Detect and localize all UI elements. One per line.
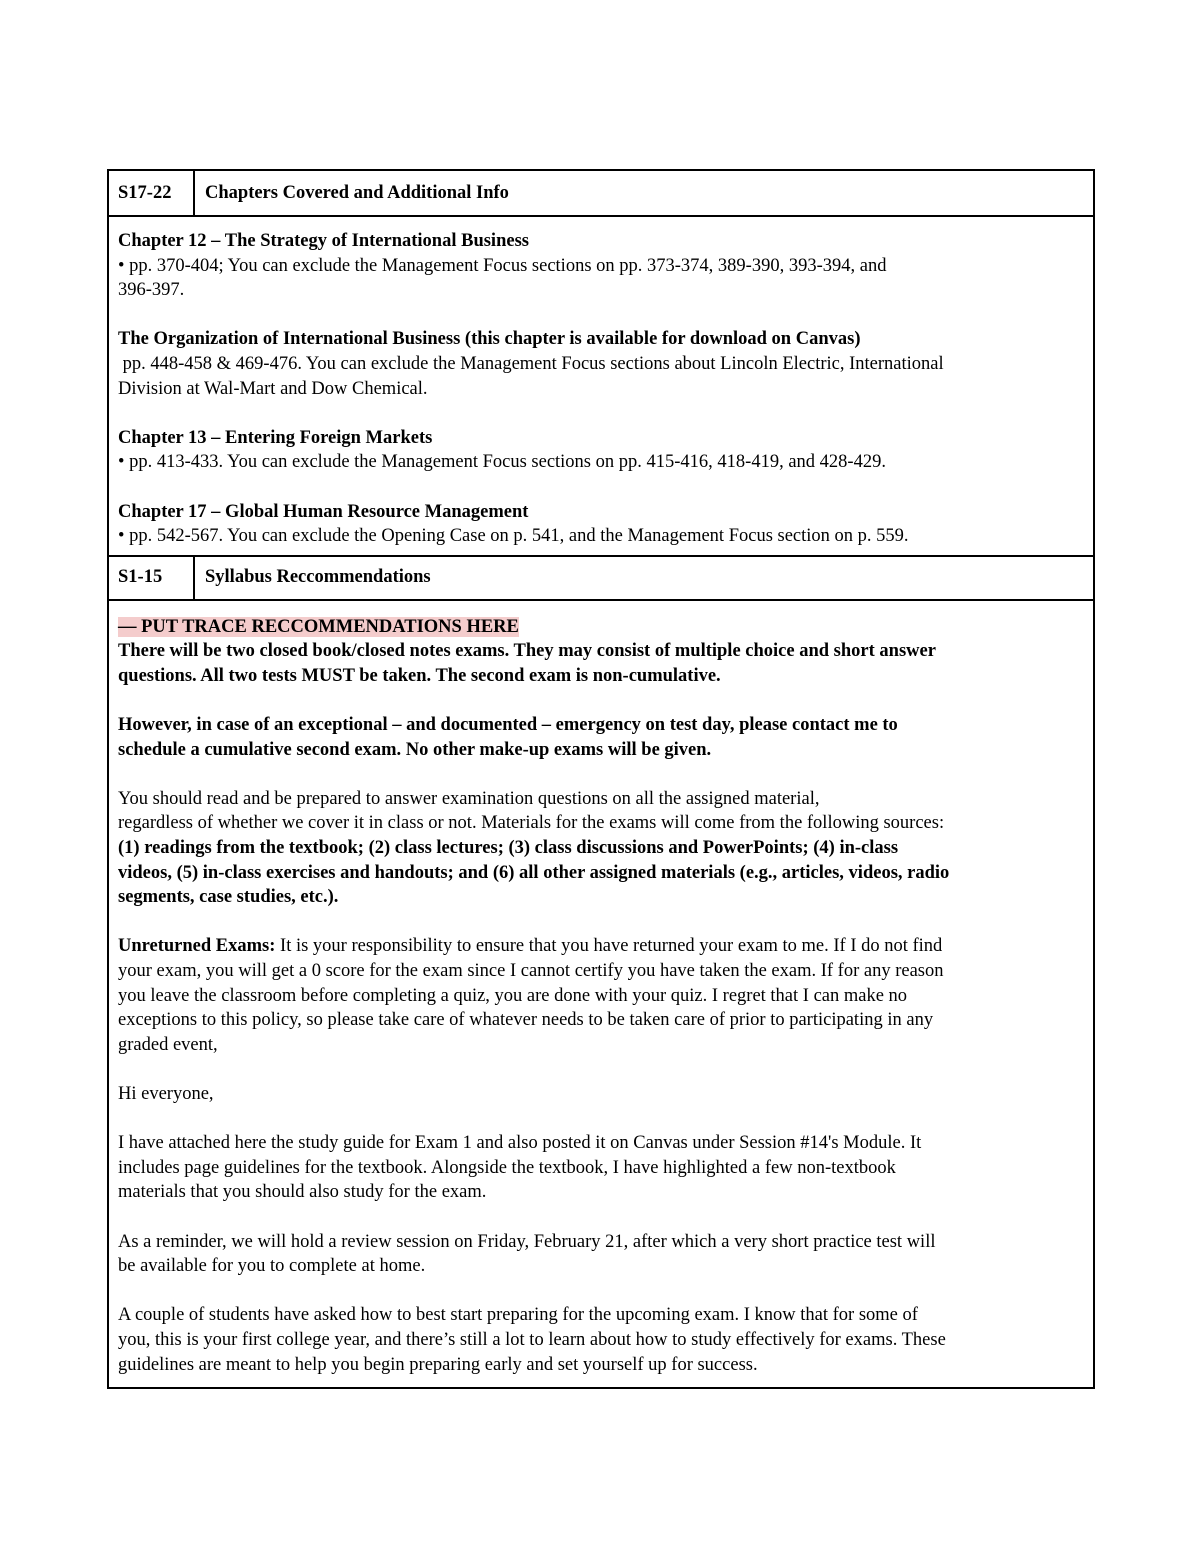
makeup-policy-text: However, in case of an exceptional – and documented – emergency on test day, please contact me to [118,715,898,736]
chapters-cell [109,217,1093,555]
sources-list: segments, case studies, etc.). [118,887,339,908]
section-title: Chapters Covered and Additional Info [205,182,509,203]
chapter-heading: The Organization of International Business (this chapter is available for download on Canvas) [118,329,861,350]
chapter-detail: pp. 448-458 & 469-476. You can exclude the Management Focus sections about Lincoln Electric, International [118,353,944,374]
unreturned-exams-text: graded event, [118,1034,218,1055]
chapter-heading: Chapter 12 – The Strategy of International Business [118,231,529,251]
study-guide-text: I have attached here the study guide for Exam 1 and also posted it on Canvas under Session #14's Module. It [118,1133,922,1154]
chapter-detail: • pp. 542-567. You can exclude the Opening Case on p. 541, and the Management Focus section on p. 559. [118,526,909,547]
reading-text: You should read and be prepared to answer examination questions on all the assigned material, [118,788,820,809]
makeup-policy-text: schedule a cumulative second exam. No other make-up exams will be given. [118,739,712,760]
unreturned-exams-text: your exam, you will get a 0 score for the exam since I cannot certify you have taken the exam. If for any reason [118,961,944,982]
chapter-detail: • pp. 370-404; You can exclude the Management Focus sections on pp. 373-374, 389-390, 393-394, and [118,255,887,276]
exam-policy-text: questions. All two tests MUST be taken. The second exam is non-cumulative. [118,665,721,686]
chapter-detail: Division at Wal-Mart and Dow Chemical. [118,378,428,399]
sources-list: (1) readings from the textbook; (2) class lectures; (3) class discussions and PowerPoints; (4) in-class [118,838,899,859]
syllabus-table [107,169,1095,1389]
study-guide-text: materials that you should also study for the exam. [118,1182,487,1203]
unreturned-exams-label: Unreturned Exams: [118,936,276,957]
preparation-text: you, this is your first college year, and there’s still a lot to learn about how to study effectively for exams. These [118,1329,946,1350]
section-code: S1-15 [109,557,195,599]
study-guide-text: includes page guidelines for the textbook. Alongside the textbook, I have highlighted a few non-textbook [118,1157,896,1178]
preparation-text: guidelines are meant to help you begin preparing early and set yourself up for success. [118,1354,758,1375]
chapter-heading: Chapter 13 – Entering Foreign Markets [118,427,433,448]
preparation-text: A couple of students have asked how to best start preparing for the upcoming exam. I know that for some of [118,1305,918,1326]
chapter-detail: • pp. 413-433. You can exclude the Management Focus sections on pp. 415-416, 418-419, and 428-429. [118,452,886,473]
unreturned-exams-text: exceptions to this policy, so please take care of whatever needs to be taken care of prior to participating in any [118,1010,934,1031]
greeting: Hi everyone, [118,1084,214,1104]
review-session-text: As a reminder, we will hold a review session on Friday, February 21, after which a very short practice test will [118,1231,936,1252]
section-header-row [109,555,1093,601]
section-title: Syllabus Reccommendations [205,567,431,588]
section-code: S17-22 [109,171,195,215]
section-header-row [109,171,1093,217]
review-session-text: be available for you to complete at home. [118,1256,426,1277]
unreturned-exams-text: It is your responsibility to ensure that you have returned your exam to me. If I do not find [275,936,943,957]
exam-policy-text: There will be two closed book/closed notes exams. They may consist of multiple choice and short answer [118,641,936,662]
trace-placeholder-highlight: — PUT TRACE RECCOMMENDATIONS HERE [118,616,519,637]
chapter-heading: Chapter 17 – Global Human Resource Management [118,501,529,522]
unreturned-exams-paragraph [118,934,1084,959]
reading-text: regardless of whether we cover it in class or not. Materials for the exams will come from the following sources: [118,813,945,834]
sources-list: videos, (5) in-class exercises and handouts; and (6) all other assigned materials (e.g., articles, videos, radio [118,862,950,883]
chapter-detail: 396-397. [118,280,185,301]
recommendations-cell [109,601,1093,1387]
unreturned-exams-text: you leave the classroom before completing a quiz, you are done with your quiz. I regret that I can make no [118,985,908,1006]
